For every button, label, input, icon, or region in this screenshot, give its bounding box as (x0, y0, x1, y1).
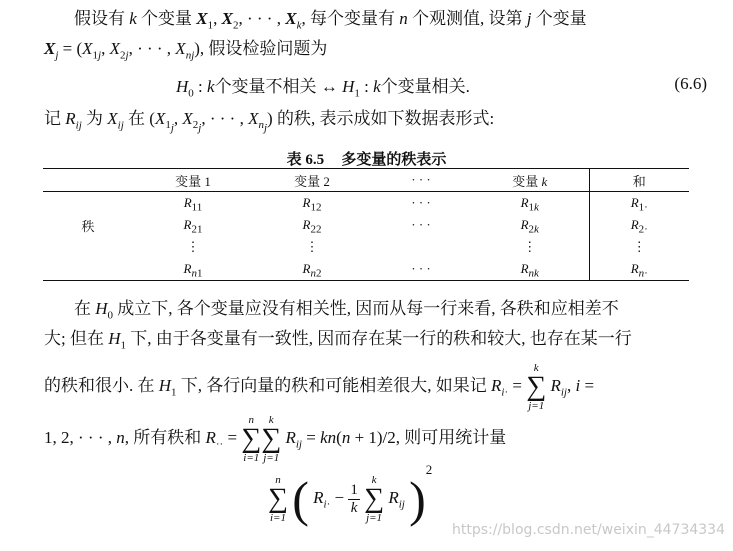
math-h1: $H_1$ (158, 375, 177, 399)
header-sum: 和 (589, 169, 689, 192)
cell: $R_{2k}$ (520, 217, 539, 236)
math-row-sum: $R_{i\cdot}$ = k ∑ j=1 $R_{ij}$, i = (491, 362, 595, 412)
para3-line2 (44, 328, 632, 350)
text: 在 (128, 109, 146, 128)
equation-number: (6.6) (674, 74, 707, 93)
table-header-row (43, 169, 689, 192)
cell-dots: · · · (371, 258, 471, 281)
para1-line1 (74, 8, 587, 30)
header-blank (43, 169, 133, 192)
text: 个观测值, 设第 (411, 9, 523, 28)
cell: $R_{n1}$ (133, 258, 253, 281)
para2-line (44, 108, 495, 135)
cell-vdots: ⋮ (186, 239, 200, 254)
hypothesis-formula: $H_0$ : k个变量不相关 ↔ $H_1$ : k个变量相关. (176, 77, 470, 100)
right-paren: ) (409, 471, 426, 527)
cell: $R_{n\cdot}$ (589, 258, 689, 281)
sum-symbol: k ∑ j=1 (526, 362, 547, 412)
math-k: k (129, 9, 142, 28)
cell: $R_{11}$ (183, 195, 203, 214)
row-label-rank: 秩 (81, 218, 95, 234)
text: 的秩, 表示成如下数据表形式: (276, 109, 495, 128)
text: 记 (44, 109, 61, 128)
table-row (43, 258, 689, 281)
text: , 假设检验问题为 (199, 39, 328, 58)
header-vark-text: 变量 (512, 173, 539, 189)
h0-text: 个变量不相关 (214, 77, 317, 96)
table-row (43, 214, 689, 236)
sum-symbol: k ∑ j=1 (364, 474, 385, 524)
caption-number: 表 6.5 (286, 152, 325, 168)
math-h0: $H_0$ (95, 299, 114, 322)
cell-dots: · · · (411, 195, 431, 210)
cell-blank (43, 192, 133, 215)
para3-line1 (74, 298, 619, 320)
text: 下, 各行向量的秩和可能相差很大, 如果记 (180, 375, 487, 395)
para3-line3 (44, 362, 594, 412)
math-j: j (526, 9, 536, 28)
text: 的秩和很小. 在 (44, 375, 155, 395)
arrow-icon: ↔ (320, 77, 338, 96)
math-total-sum: $R_{\cdot\cdot}$ = n ∑ i=1 k ∑ j=1 $R_{ij} = kn(n + 1)/2$ (205, 414, 396, 464)
text: 在 (74, 299, 91, 318)
math-vars: $X_1$, $X_2$, · · · , $X_k$ (196, 9, 302, 32)
statistic-formula: n ∑ i=1 ( $R_{i\cdot}$ − $\frac{1}{k}$ k ∑ j=1 $R_{ij}$ )$^2$ (268, 462, 433, 527)
math-xij: $X_{ij}$ (107, 109, 124, 132)
cell: $R_{21}$ (183, 217, 203, 236)
header-var2: 变量 2 (253, 169, 371, 192)
cell: $R_{n2}$ (253, 258, 371, 281)
cell-vdots: ⋮ (589, 236, 689, 258)
cell-blank (371, 236, 471, 258)
math-rij: $R_{ij}$ (65, 109, 82, 132)
cell-vdots: ⋮ (305, 239, 319, 254)
sum-symbol: k ∑ j=1 (261, 414, 282, 464)
left-paren: ( (292, 471, 309, 527)
cell: $R_{22}$ (302, 217, 322, 236)
text: 个变量 (141, 9, 193, 28)
math-h1: $H_1$ (108, 329, 127, 352)
text: , 所有秩和 (124, 427, 202, 447)
cell-vdots: ⋮ (523, 239, 537, 254)
math-xj-def: $X_j = (X_{1j}$, $X_{2j}$, · · · , $X_{nj}$) (44, 39, 200, 62)
table-caption (0, 148, 733, 169)
math-index-range: 1, 2, · · · , n (44, 427, 125, 447)
h1-text: 个变量相关. (380, 77, 470, 96)
table-row (43, 236, 689, 258)
cell: $R_{12}$ (302, 195, 322, 214)
math-n: n (399, 9, 412, 28)
text: 下, 由于各变量有一致性, 因而存在某一行的秩和较大, 也存在某一行 (130, 329, 632, 348)
text: , 则可用统计量 (395, 427, 507, 447)
cell-blank (43, 258, 133, 281)
text: 个变量 (535, 9, 587, 28)
para3-line4 (44, 414, 506, 464)
math-row-tuple: ($X_{1_j}$, $X_{2_j}$, · · · , $X_{n_j}$) (149, 109, 277, 135)
header-var1: 变量 1 (133, 169, 253, 192)
cell-dots: · · · (411, 217, 431, 232)
header-vark: 变量 k (471, 169, 589, 192)
cell: $R_{1k}$ (520, 195, 539, 214)
text: , 每个变量有 (301, 9, 395, 28)
text: 成立下, 各个变量应没有相关性, 因而从每一行来看, 各秩和应相差不 (117, 299, 619, 318)
text: 假设有 (74, 9, 125, 28)
text: 大; 但在 (44, 329, 104, 348)
sum-symbol: n ∑ i=1 (241, 414, 262, 464)
rank-table (43, 168, 689, 281)
text: 为 (86, 109, 104, 128)
sum-symbol: n ∑ i=1 (268, 474, 288, 524)
cell: $R_{1\cdot}$ (589, 192, 689, 215)
caption-title: 多变量的秩表示 (341, 150, 447, 168)
header-dots: · · · (371, 169, 471, 192)
cell-blank (43, 236, 133, 258)
watermark: https://blog.csdn.net/weixin_44734334 (451, 522, 725, 538)
cell: $R_{nk}$ (471, 258, 589, 281)
table-row (43, 192, 689, 215)
fraction: $\frac{1}{k}$ (350, 481, 358, 516)
para1-line2 (44, 38, 327, 60)
cell: $R_{2\cdot}$ (589, 214, 689, 236)
